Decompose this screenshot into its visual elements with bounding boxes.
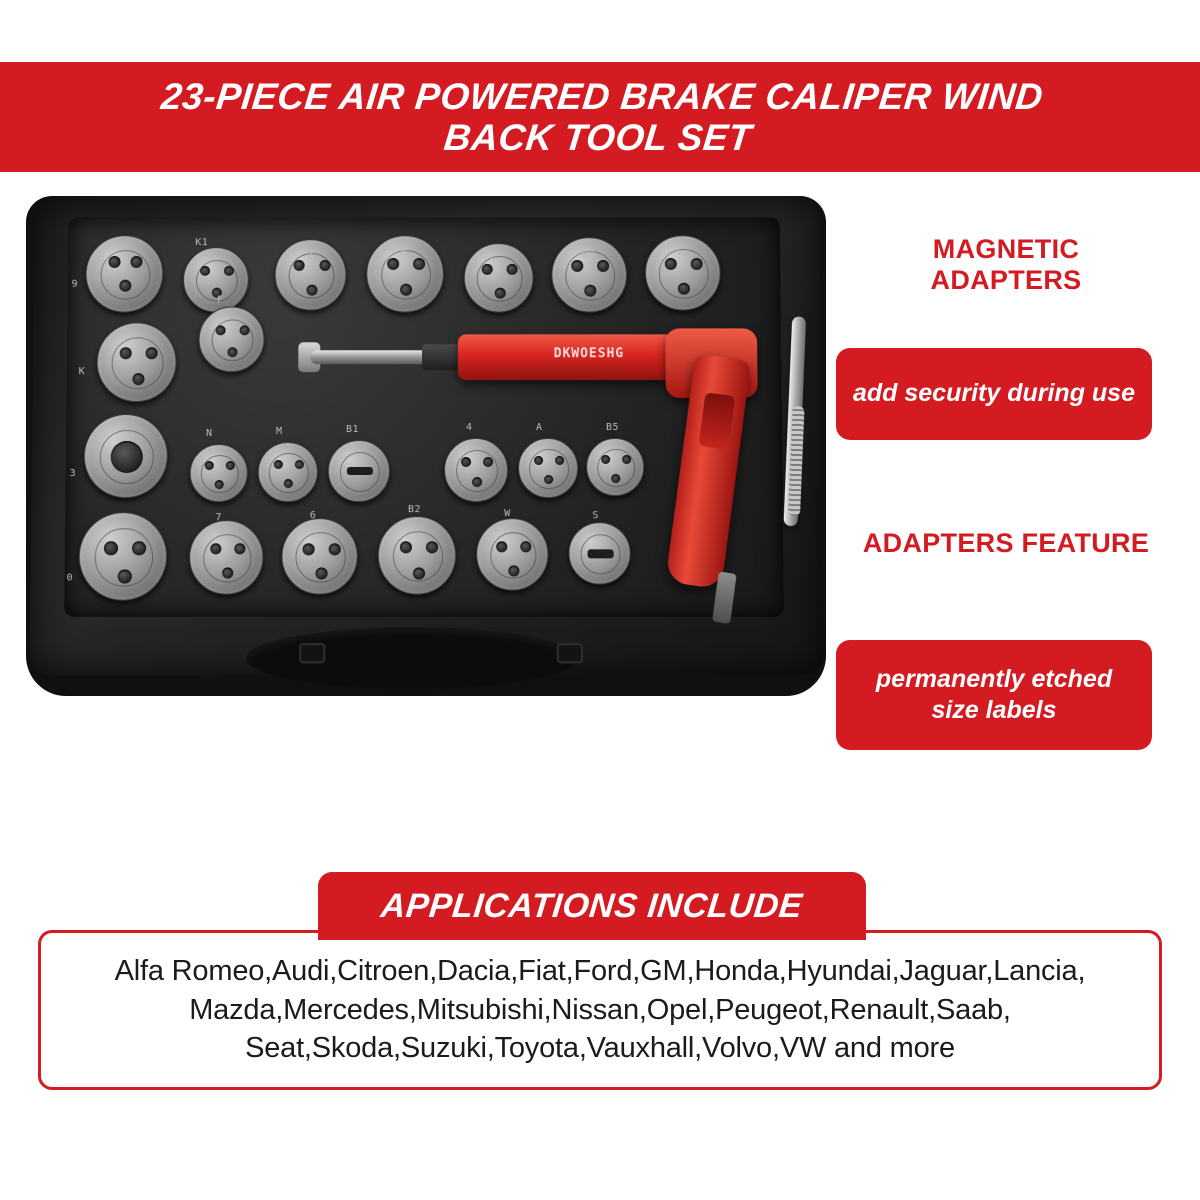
adapter-puck xyxy=(378,516,456,595)
adapter-puck xyxy=(328,440,390,502)
adapter-label: B5 xyxy=(605,422,620,434)
callout-box-adapters xyxy=(836,640,1152,750)
adapter-puck xyxy=(96,322,177,402)
adapter-label: 6 xyxy=(309,510,317,522)
adapter-puck xyxy=(83,414,168,498)
tool-brand-label: DKWOESHG xyxy=(553,346,625,362)
adapter-puck xyxy=(518,438,578,498)
header-banner xyxy=(0,62,1200,172)
callout-heading-magnetic xyxy=(856,234,1156,296)
adapter-puck xyxy=(189,520,264,594)
adapter-label: B8 xyxy=(581,249,595,260)
callout-box-magnetic xyxy=(836,348,1152,440)
adapter-puck xyxy=(476,518,548,590)
applications-line: Mazda,Mercedes,Mitsubishi,Nissan,Opel,Peugeot,Renault,Saab, xyxy=(189,993,1011,1026)
callout-box-text: permanently etched size labels xyxy=(875,664,1113,724)
applications-tab xyxy=(318,872,866,940)
adapter-label: W xyxy=(504,508,511,520)
adapter-label: M xyxy=(275,426,283,437)
adapter-puck xyxy=(198,307,264,373)
applications-line: Alfa Romeo,Audi,Citroen,Dacia,Fiat,Ford,GM,Honda,Hyundai,Jaguar,Lancia, xyxy=(114,954,1086,987)
adapter-label: 3 xyxy=(69,468,77,480)
adapter-puck xyxy=(281,518,358,594)
applications-panel xyxy=(38,930,1162,1090)
adapter-label: B1 xyxy=(345,424,360,435)
adapter-puck xyxy=(78,512,167,601)
adapter-puck xyxy=(464,243,534,312)
tool-shaft xyxy=(310,350,430,364)
product-photo xyxy=(18,186,838,706)
applications-tab-label: APPLICATIONS INCLUDE xyxy=(379,886,805,925)
adapter-label: 32 xyxy=(489,257,503,268)
callout-heading-line: ADAPTERS FEATURE xyxy=(862,528,1150,558)
adapter-label: K1 xyxy=(195,237,209,249)
callout-heading-line: MAGNETIC ADAPTERS xyxy=(930,234,1082,296)
adapter-puck xyxy=(85,235,163,312)
adapter-puck xyxy=(275,239,347,310)
page-title: 23-PIECE AIR POWERED BRAKE CALIPER WIND BACK TOOL SET xyxy=(159,75,1046,158)
adapter-label: N xyxy=(205,428,213,439)
adapter-label: A xyxy=(535,422,543,434)
tool-case xyxy=(29,196,825,676)
adapter-label: F xyxy=(216,294,224,306)
callout-box-text: add security during use xyxy=(852,379,1135,408)
air-tool-body xyxy=(458,334,688,380)
adapter-puck xyxy=(190,444,248,502)
applications-line: Seat,Skoda,Suzuki,Toyota,Vauxhall,Volvo,VW and more xyxy=(245,1032,955,1065)
adapter-label: S xyxy=(592,510,599,522)
adapter-puck xyxy=(258,442,318,502)
adapter-puck xyxy=(568,522,631,584)
adapter-label: 7 xyxy=(215,512,223,524)
adapter-label: 4 xyxy=(465,422,473,434)
adapter-label: E xyxy=(676,247,684,259)
case-latch xyxy=(299,643,325,663)
case-handle xyxy=(246,627,578,690)
adapter-label: B2 xyxy=(407,504,422,516)
adapter-label: K xyxy=(78,366,86,378)
applications-text xyxy=(97,952,1104,1069)
adapter-puck xyxy=(586,438,644,496)
adapter-label: 9 xyxy=(71,278,79,290)
adapter-label: 2 xyxy=(306,251,314,262)
foam-tray xyxy=(64,218,784,617)
adapter-label: 8 xyxy=(400,247,407,259)
callout-heading-adapters xyxy=(856,528,1156,559)
adapter-puck xyxy=(444,438,508,502)
case-latch xyxy=(557,643,583,663)
adapter-label: 0 xyxy=(66,572,74,584)
